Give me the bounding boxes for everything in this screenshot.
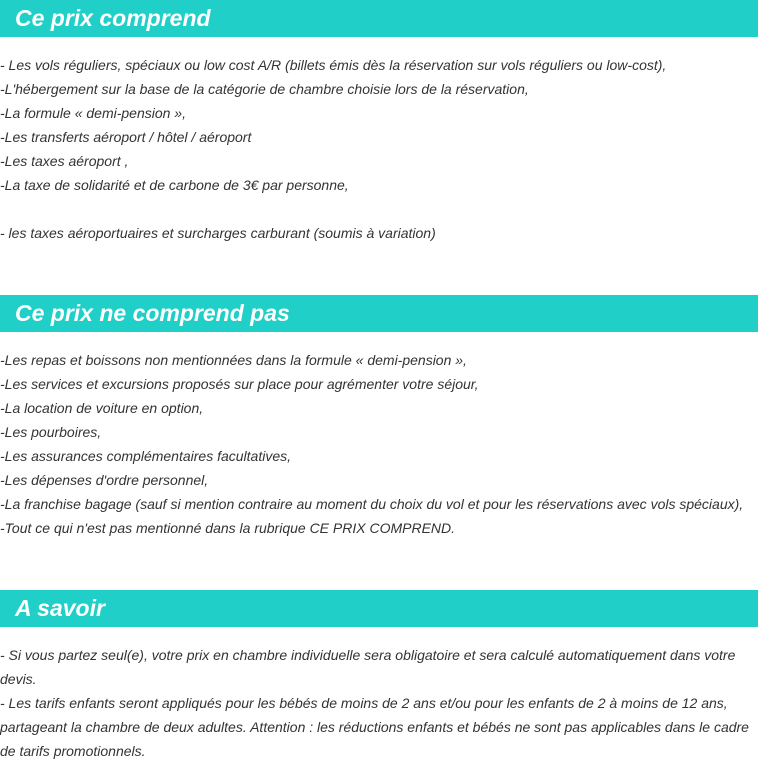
list-item: -Les transferts aéroport / hôtel / aéroport bbox=[0, 129, 252, 145]
note-paragraph: - Les tarifs enfants seront appliqués pour les bébés de moins de 2 ans et/ou pour les enfants de 2 à moins de 12 ans, partageant la chambre de deux adultes. Attention : les réductions enfants et bébés ne sont pas applicables dans le cadre de tarifs promotionnels. bbox=[0, 695, 749, 759]
list-spacer bbox=[0, 197, 756, 221]
list-item: -Les dépenses d'ordre personnel, bbox=[0, 472, 209, 488]
list-item: -L'hébergement sur la base de la catégorie de chambre choisie lors de la réservation, bbox=[0, 81, 529, 97]
section-title: Ce prix comprend bbox=[15, 5, 211, 31]
list-item: -Les taxes aéroport , bbox=[0, 153, 129, 169]
section-header-ce-prix-ne-comprend-pas bbox=[0, 295, 758, 332]
list-item: -Les pourboires, bbox=[0, 424, 102, 440]
list-item: -La location de voiture en option, bbox=[0, 400, 204, 416]
list-item: -La formule « demi-pension », bbox=[0, 105, 186, 121]
list-item: -Les repas et boissons non mentionnées dans la formule « demi-pension », bbox=[0, 352, 467, 368]
section-header-a-savoir bbox=[0, 590, 758, 627]
section-header-ce-prix-comprend bbox=[0, 0, 758, 37]
section-title: Ce prix ne comprend pas bbox=[15, 300, 290, 326]
list-item: -La franchise bagage (sauf si mention contraire au moment du choix du vol et pour les réservations avec vols spéciaux), bbox=[0, 496, 744, 512]
list-item: - Les vols réguliers, spéciaux ou low cost A/R (billets émis dès la réservation sur vols réguliers ou low-cost), bbox=[0, 57, 667, 73]
excluded-list bbox=[0, 348, 756, 540]
notes-block bbox=[0, 643, 756, 763]
list-item: -Les services et excursions proposés sur place pour agrémenter votre séjour, bbox=[0, 376, 479, 392]
section-title: A savoir bbox=[15, 595, 105, 621]
included-list bbox=[0, 53, 756, 245]
list-item: -La taxe de solidarité et de carbone de 3€ par personne, bbox=[0, 177, 349, 193]
list-item: -Les assurances complémentaires facultatives, bbox=[0, 448, 292, 464]
note-paragraph: - Si vous partez seul(e), votre prix en chambre individuelle sera obligatoire et sera calculé automatiquement dans votre devis. bbox=[0, 647, 736, 687]
list-item: -Tout ce qui n'est pas mentionné dans la rubrique CE PRIX COMPREND. bbox=[0, 520, 456, 536]
list-item: - les taxes aéroportuaires et surcharges carburant (soumis à variation) bbox=[0, 225, 436, 241]
